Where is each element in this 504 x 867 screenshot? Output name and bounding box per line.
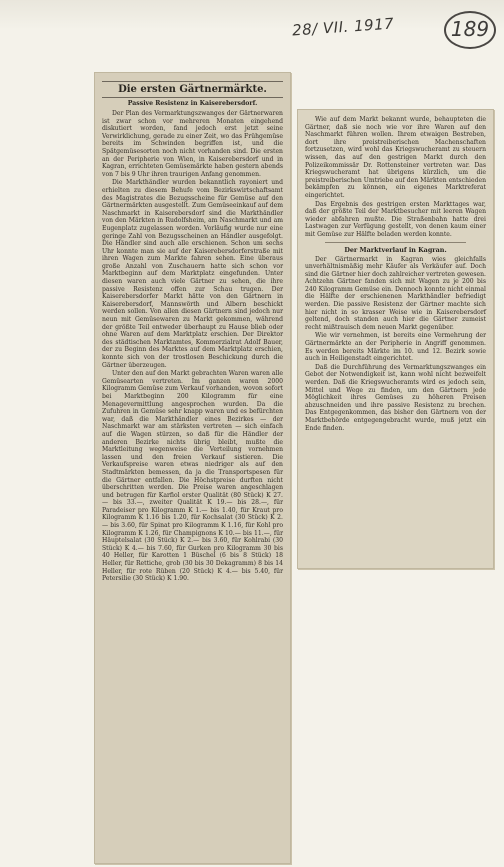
- paragraph: Der Plan des Vermarktungszwanges der Gärtnerwaren ist zwar schon vor mehreren Monaten eingehend diskutiert worden, fand jedoch erst jetzt seine Verwirklichung, gerade zu einer Zeit, wo das Frühgemüse bereits im Schwinden begriffen ist, und die Spätgemüsesorten noch nicht vorhanden sind. Die ersten an der Peripherie von Wien, in Kaiserebersdorf und in Kagran, errichteten Gemüsemärkte haben gestern abends von 7 bis 9 Uhr ihren traurigen Anfang genommen.: [102, 110, 283, 178]
- paragraph: Wie wir vernehmen, ist bereits eine Vermehrung der Gärtnermärkte an der Peripherie in Angriff genommen. Es werden bereits Märkte im 10. und 12. Bezirk sowie auch in Heiligenstadt eingerichtet.: [305, 332, 486, 363]
- handwritten-date: 28/ VII. 1917: [291, 14, 395, 40]
- clipping-right-column: [297, 109, 494, 569]
- paragraph: Die Markthändler wurden bekanntlich rayoniert und erhielten zu diesem Behufe vom Bezirkswirtschaftsamt des Magistrates die Bezugsscheine für Gemüse auf den Gärtnermärkten ausgestellt. Zum Gemüseeinkauf auf dem Naschmarkt in Kaiserebersdorf sind die Markthändler von den Märkten in Rudolfsheim, am Naschmarkt und am Eugenplatz zugelassen worden. Vorläufig wurde nur eine geringe Zahl von Bezugsscheinen an Händler ausgefolgt. Die Händler sind auch alle erschienen. Schon um sechs Uhr konnte man sie auf der Kaiserebersdorferstraße mit ihren Wagen zum Markte fahren sehen. Eine überaus große Anzahl von Zuschauern hatte sich schon vor Marktbeginn auf dem Marktplatz eingefunden. Unter diesen waren auch viele Gärtner zu sehen, die ihre passive Resistenz offen zur Schau trugen. Der Kaiserebersdorfer Markt hätte von den Gärtnern in Kaiserebersdorf, Mannswörth und Albern beschickt werden sollen. Von allen diesen Gärtnern sind jedoch nur neun mit Gemüsewaren zu Markt gekommen, während der größte Teil entweder überhaupt zu Hause blieb oder ohne Waren auf dem Marktplatz erschien. Der Direktor des städtischen Marktamtes, Kommerzialrat Adolf Bauer, der zu Beginn des Marktes auf dem Marktplatz erschien, konnte sich von der trostlosen Beschickung durch die Gärtner überzeugen.: [102, 179, 283, 369]
- paragraph: Das Ergebnis des gestrigen ersten Markttages war, daß der größte Teil der Marktbesucher mit leeren Wagen wieder abfahren mußte. Die Straßenbahn hatte drei Lastwagen zur Verfügung gestellt, von denen kaum einer mit Gemüse zur Hälfte beladen werden konnte.: [305, 200, 486, 238]
- paragraph: Wie auf dem Markt bekannt wurde, behaupteten die Gärtner, daß sie noch wie vor ihre Waren auf den Naschmarkt führen wollen. Ihrem etwaigen Bestreben, dort ihre preistreiberischen Machenschaften fortzusetzen, wird wohl das Kriegswucheramt zu steuern wissen, das auf den gestrigen Markt durch den Polizeikommissär Dr. Rottensteiner vertreten war. Das Kriegswucheramt hat übrigens kürzlich, um die preistreiberischen Umtriebe auf den Märkten entschieden bekämpfen zu können, ein eigenes Marktreferat eingerichtet.: [305, 116, 486, 199]
- divider: [325, 242, 466, 243]
- section-heading: Der Marktverlauf in Kagran.: [344, 245, 447, 254]
- clipping-left-column: [94, 72, 291, 864]
- paragraph: Unter den auf den Markt gebrachten Waren waren alle Gemüsearten vertreten. Im ganzen waren 2000 Kilogramm Gemüse zum Verkauf vorhanden, wovon sofort bei Marktbeginn 200 Kilogramm für eine Menagevermittlung angesprochen wurden. Da die Zufuhren in Gemüse sehr knapp waren und es befürchten war, daß die Markthändler eines Bezirkes — der Naschmarkt war am stärksten vertreten — sich einfach auf die Wagen stürzen, so daß für die Händler der anderen Bezirke nichts übrig bleibt, mußte die Marktleitung wegenweise die Verteilung vornehmen lassen und den freien Verkauf sistieren. Die Verkaufspreise waren etwas niedriger als auf den Stadtmärkten bemessen, da ja die Transportspesen für die Gärtner entfallen. Die Höchstpreise durften nicht überschritten werden. Die Preise waren angeschlagen und betrugen für Karfiol erster Qualität (80 Stück) K 27.— bis 33.—, zweiter Qualität K 19.— bis 28.—, für Paradeiser pro Kilogramm K 1.— bis 1.40, für Kraut pro Kilogramm K 1.16 bis 1.20, für Kochsalat (30 Stück) K 2.— bis 3.60, für Spinat pro Kilogramm K 1.16, für Kohl pro Kilogramm K 1.26, für Champignons K 10.— bis 11.—, für Häuptelsalat (30 Stück) K 2.— bis 3.60, für Kohlrabi (30 Stück) K 4.— bis 7.60, für Gurken pro Kilogramm 30 bis 40 Heller, für Karotten 1 Büschel (6 bis 8 Stück) 18 Heller, für Rettiche, grob (30 bis 30 Dekagramm) 8 bis 14 Heller, für rote Rüben (20 Stück) K 4.— bis 5.40, für Petersilie (30 Stück) K 1.90.: [102, 370, 283, 583]
- paragraph: Der Gärtnermarkt in Kagran wies gleichfalls unverhältnismäßig mehr Käufer als Verkäufer auf. Doch sind die Gärtner hier doch zahlreicher vertreten gewesen. Achtzehn Gärtner fanden sich mit Wagen zu je 200 bis 240 Kilogramm Gemüse ein. Dennoch konnte nicht einmal die Hälfte der erschienenen Markthändler befriedigt werden. Die passive Resistenz der Gärtner machte sich hier nicht in so krasser Weise wie in Kaiserebersdorf geltend, doch standen auch hier die Gärtner zumeist recht mißtrauisch dem neuen Markt gegenüber.: [305, 255, 486, 331]
- archive-number: 189: [448, 14, 492, 44]
- article-title: Die ersten Gärtnermärkte.: [102, 81, 283, 98]
- paragraph: Daß die Durchführung des Vermarktungszwanges ein Gebot der Notwendigkeit ist, kann wohl nicht bezweifelt werden. Daß die Kriegswucheramts wird es jedoch sein, Mittel und Wege zu finden, um den Gärtnern jede Möglichkeit ihres Gemüses zu höheren Preisen abzuschneiden und ihre passive Resistenz zu brechen. Das Entgegenkommen, das bisher den Gärtnern von der Marktbehörde entgegengebracht wurde, muß jetzt ein Ende finden.: [305, 363, 486, 432]
- paper-edge: [0, 0, 504, 30]
- article-subtitle: Passive Resistenz in Kaiserebersdorf.: [127, 100, 258, 107]
